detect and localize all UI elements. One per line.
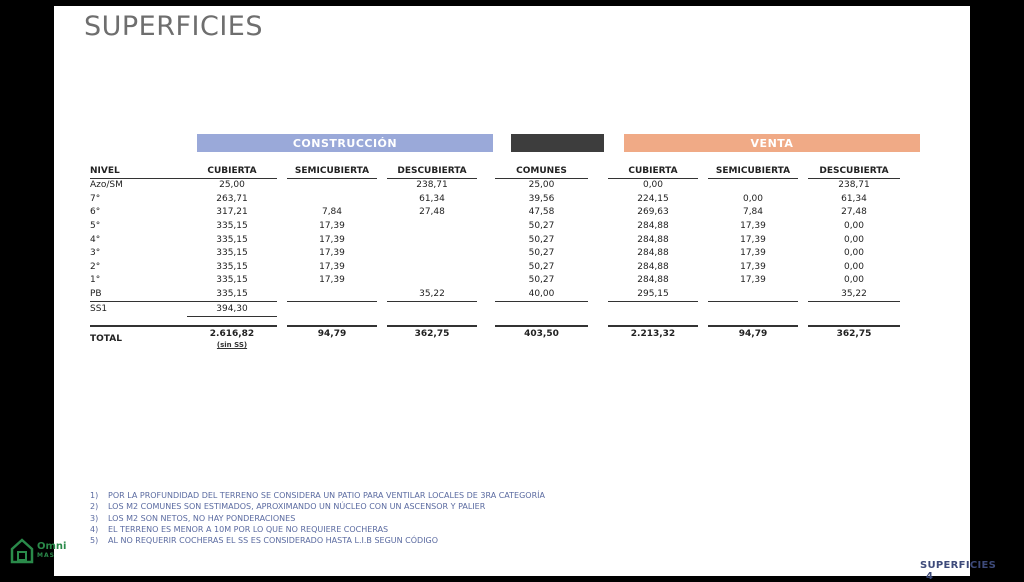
footnote-text: POR LA PROFUNDIDAD DEL TERRENO SE CONSIDERA UN PATIO PARA VENTILAR LOCALES DE 3RA CATEGORÍA	[108, 491, 545, 500]
cell-construccion-cubierta: 263,71	[216, 193, 248, 204]
cell-construccion-descubierta	[387, 261, 477, 275]
cell-venta-cubierta: 269,63	[637, 207, 669, 218]
cell-venta-descubierta	[808, 302, 900, 317]
cell-comunes: 50,27	[528, 275, 555, 286]
table-row	[90, 302, 900, 317]
total-venta-semicubierta: 94,79	[708, 325, 798, 352]
cell-venta-descubierta: 0,00	[843, 234, 865, 245]
footer-label: SUPERFICIES	[920, 560, 997, 571]
cell-venta-semicubierta: 17,39	[740, 234, 766, 245]
cell-venta-cubierta: 284,88	[637, 275, 669, 286]
row-nivel: 4°	[90, 234, 101, 245]
footnote-text: LOS M2 SON NETOS, NO HAY PONDERACIONES	[108, 513, 296, 523]
cell-venta-cubierta: 284,88	[637, 248, 669, 259]
brand-logo	[10, 538, 66, 564]
cell-construccion-cubierta: 335,15	[216, 261, 248, 272]
footnote-text: AL NO REQUERIR COCHERAS EL SS ES CONSIDERADO HASTA L.I.B SEGUN CÓDIGO	[108, 536, 439, 546]
cell-venta-descubierta: 0,00	[843, 248, 865, 259]
footnote-number: 1)	[90, 491, 99, 500]
cell-venta-semicubierta	[708, 179, 798, 193]
slide-title: SUPERFICIES	[84, 11, 264, 42]
cell-venta-descubierta: 35,22	[808, 288, 900, 303]
cell-venta-cubierta: 284,88	[637, 234, 669, 245]
cell-construccion-semicubierta: 17,39	[319, 261, 345, 272]
cell-construccion-semicubierta	[287, 193, 377, 207]
cell-venta-cubierta: 284,88	[637, 261, 669, 272]
cell-comunes: 50,27	[528, 234, 555, 245]
table-row	[90, 233, 900, 247]
cell-comunes	[495, 302, 588, 317]
cell-construccion-cubierta: 25,00	[219, 180, 245, 191]
cell-comunes: 50,27	[528, 261, 555, 272]
footnote-item	[90, 513, 545, 524]
header-venta-cubierta: CUBIERTA	[608, 164, 698, 179]
page-number: 4	[926, 571, 934, 582]
cell-venta-semicubierta: 17,39	[740, 261, 766, 272]
total-label: TOTAL	[90, 325, 187, 352]
header-construccion-semicubierta: SEMICUBIERTA	[287, 164, 377, 179]
footnote-number: 2)	[90, 502, 99, 512]
cell-construccion-semicubierta: 17,39	[319, 234, 345, 245]
cell-venta-cubierta	[608, 302, 698, 317]
cell-venta-descubierta: 61,34	[841, 193, 867, 204]
footnote-text: LOS M2 COMUNES SON ESTIMADOS, APROXIMANDO UN NÚCLEO CON UN ASCENSOR Y PALIER	[108, 502, 486, 512]
table-row	[90, 261, 900, 275]
footnote-text: EL TERRENO ES MENOR A 10M POR LO QUE NO REQUIERE COCHERAS	[108, 524, 389, 534]
row-nivel: Azo/SM	[90, 180, 123, 191]
cell-venta-descubierta: 0,00	[843, 261, 865, 272]
cell-venta-cubierta: 224,15	[637, 193, 669, 204]
cell-construccion-cubierta: 335,15	[216, 234, 248, 245]
header-venta-semicubierta: SEMICUBIERTA	[708, 164, 798, 179]
total-row	[90, 325, 900, 352]
cell-venta-cubierta: 295,15	[608, 288, 698, 303]
cell-construccion-descubierta: 238,71	[416, 180, 448, 191]
cell-construccion-descubierta: 27,48	[419, 207, 445, 218]
cell-comunes: 40,00	[495, 288, 588, 303]
cell-venta-descubierta: 238,71	[838, 180, 870, 191]
logo-sub: MAS	[37, 552, 55, 559]
band-comunes	[511, 134, 604, 152]
cell-comunes: 39,56	[528, 193, 555, 204]
total-construccion-cubierta	[187, 325, 277, 352]
cell-construccion-semicubierta	[287, 179, 377, 193]
total-venta-descubierta: 362,75	[808, 325, 900, 352]
row-nivel: 7°	[90, 193, 101, 204]
cell-construccion-cubierta: 317,21	[216, 207, 248, 218]
cell-construccion-descubierta: 35,22	[387, 288, 477, 303]
row-nivel: PB	[90, 288, 187, 303]
footnote-number: 5)	[90, 536, 99, 546]
cell-venta-semicubierta: 17,39	[740, 275, 766, 286]
row-nivel: SS1	[90, 304, 108, 315]
logo-text	[37, 542, 66, 560]
total-comunes: 403,50	[495, 325, 588, 352]
cell-comunes: 25,00	[528, 180, 555, 191]
cell-venta-semicubierta: 0,00	[742, 193, 764, 204]
cell-construccion-descubierta	[387, 274, 477, 288]
row-nivel: 1°	[90, 275, 101, 286]
row-nivel: 5°	[90, 221, 101, 232]
cell-construccion-semicubierta	[287, 302, 377, 317]
total-construccion-semicubierta: 94,79	[287, 325, 377, 352]
footnotes	[90, 490, 545, 546]
row-nivel: 6°	[90, 207, 101, 218]
cell-venta-semicubierta	[708, 302, 798, 317]
house-logo-icon	[10, 538, 34, 564]
table-row	[90, 220, 900, 234]
cell-construccion-descubierta	[387, 302, 477, 317]
table-header-row	[90, 164, 900, 179]
cell-venta-semicubierta: 7,84	[742, 207, 764, 218]
table-row	[90, 288, 900, 303]
cell-construccion-descubierta	[387, 233, 477, 247]
cell-comunes: 47,58	[528, 207, 555, 218]
header-nivel: NIVEL	[90, 164, 187, 179]
cell-comunes: 50,27	[528, 221, 555, 232]
cell-venta-descubierta: 27,48	[841, 207, 867, 218]
cell-construccion-cubierta: 394,30	[187, 302, 277, 317]
total-note: (sin SS)	[216, 340, 248, 349]
total-construccion-descubierta: 362,75	[387, 325, 477, 352]
cell-construccion-cubierta: 335,15	[187, 288, 277, 303]
cell-construccion-semicubierta: 7,84	[321, 207, 343, 218]
table-row	[90, 247, 900, 261]
footnote-item	[90, 524, 545, 535]
footnote-item	[90, 535, 545, 546]
cell-construccion-descubierta	[387, 220, 477, 234]
cell-construccion-descubierta	[387, 247, 477, 261]
cell-venta-descubierta: 0,00	[843, 275, 865, 286]
footnote-number: 4)	[90, 524, 99, 534]
band-venta: VENTA	[624, 134, 920, 152]
footnote-number: 3)	[90, 513, 99, 523]
cell-construccion-semicubierta: 17,39	[319, 221, 345, 232]
row-nivel: 3°	[90, 248, 101, 259]
logo-name: Omni	[37, 541, 67, 552]
cell-construccion-descubierta: 61,34	[419, 193, 445, 204]
cell-construccion-cubierta: 335,15	[216, 221, 248, 232]
cell-construccion-semicubierta	[287, 288, 377, 303]
header-construccion-descubierta: DESCUBIERTA	[387, 164, 477, 179]
header-construccion-cubierta: CUBIERTA	[187, 164, 277, 179]
cell-venta-semicubierta: 17,39	[740, 221, 766, 232]
cell-venta-descubierta: 0,00	[843, 221, 865, 232]
footnote-item	[90, 501, 545, 512]
table-row	[90, 179, 900, 193]
table-row	[90, 274, 900, 288]
cell-construccion-cubierta: 335,15	[216, 248, 248, 259]
cell-venta-cubierta: 0,00	[642, 180, 664, 191]
cell-construccion-semicubierta: 17,39	[319, 275, 345, 286]
total-venta-cubierta: 2.213,32	[608, 325, 698, 352]
cell-comunes: 50,27	[528, 248, 555, 259]
table-row	[90, 206, 900, 220]
page-footer	[920, 560, 996, 582]
superficies-table	[90, 164, 900, 352]
cell-construccion-cubierta: 335,15	[216, 275, 248, 286]
footnote-item	[90, 490, 545, 501]
slide	[54, 6, 997, 582]
cell-venta-semicubierta	[708, 288, 798, 303]
cell-venta-semicubierta: 17,39	[740, 248, 766, 259]
band-construccion: CONSTRUCCIÓN	[197, 134, 493, 152]
cell-venta-cubierta: 284,88	[637, 221, 669, 232]
row-nivel: 2°	[90, 261, 101, 272]
table-row	[90, 193, 900, 207]
header-venta-descubierta: DESCUBIERTA	[808, 164, 900, 179]
header-comunes: COMUNES	[495, 164, 588, 179]
cell-construccion-semicubierta: 17,39	[319, 248, 345, 259]
total-construccion-cubierta-value: 2.616,82	[209, 328, 255, 339]
